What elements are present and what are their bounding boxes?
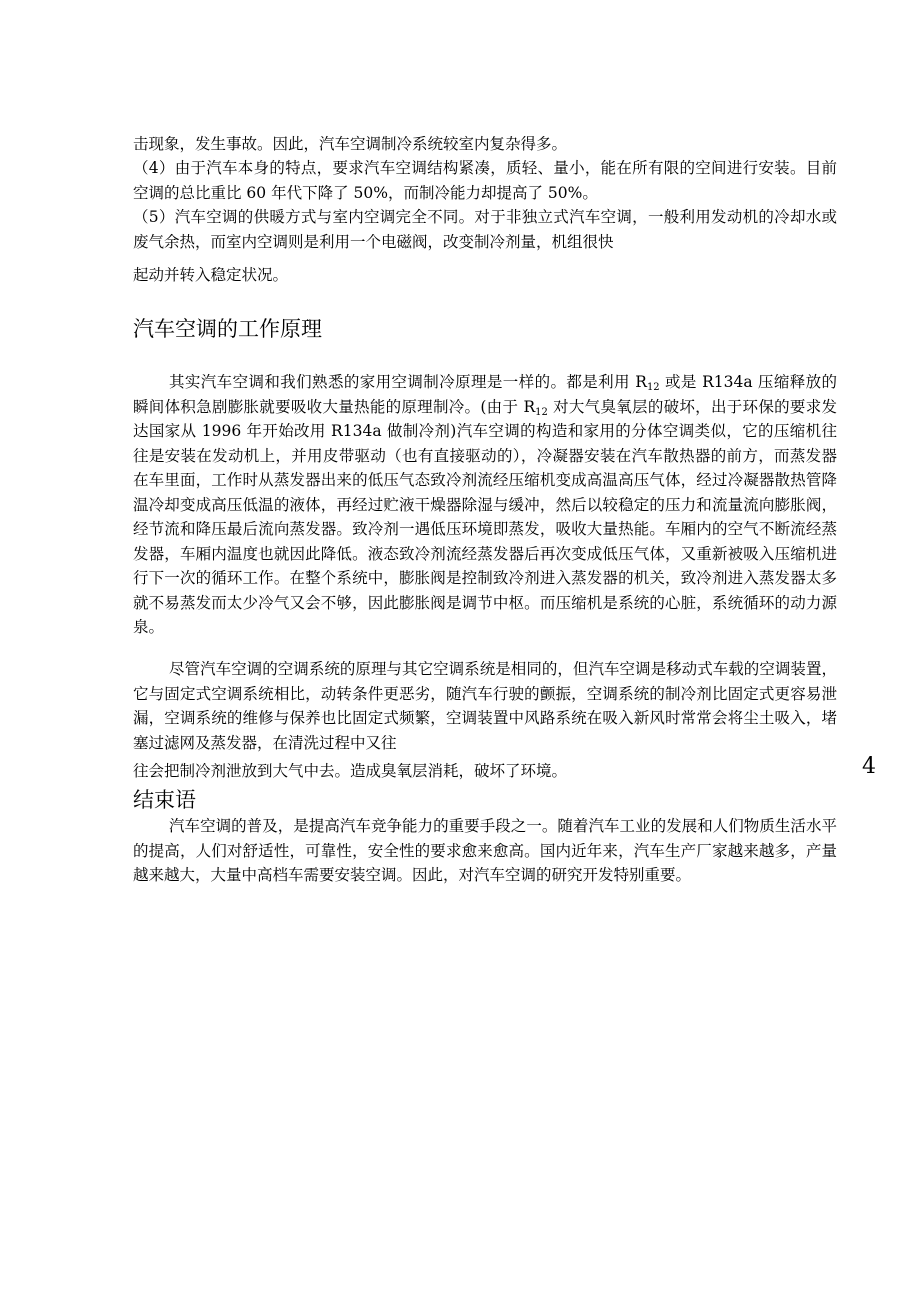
subscript: 12: [646, 382, 660, 393]
paragraph: 尽管汽车空调的空调系统的原理与其它空调系统是相同的，但汽车空调是移动式车载的空调装置，它与固定式空调系统相比，动转条件更恶劣，随汽车行驶的颤振，空调系统的制冷剂比固定式更容易泄漏，空调系统的维修与保养也比固定式频繁，空调装置中风路系统在吸入新风时常常会将尘土吸入，堵塞过滤网及蒸发器，在清洗过程中又往: [133, 660, 837, 752]
list-item-5: （5）汽车空调的供暖方式与室内空调完全不同。对于非独立式汽车空调，一般利用发动机的冷却水或废气余热，而室内空调则是利用一个电磁阀，改变制冷剂量，机组很快: [133, 208, 837, 251]
section-heading: 结束语: [133, 788, 196, 812]
text-line: 击现象，发生事故。因此，汽车空调制冷系统较室内复杂得多。: [133, 135, 568, 153]
list-item-4: （4）由于汽车本身的特点，要求汽车空调结构紧凑，质轻、量小，能在所有限的空间进行安装。目前空调的总比重比 60 年代下降了 50%，而制冷能力却提高了 50%。: [133, 159, 837, 202]
paragraph-text: 对大气臭氧层的破坏，出于环保的要求发达国家从 1996 年开始改用 R134a 做制冷剂)汽车空调的构造和家用的分体空调类似，它的压缩机往往是安装在发动机上，并用皮带驱动（也有直接驱动的），冷凝器安装在汽车散热器的前方，而蒸发器在车里面，工作时从蒸发器出来的低压气态致冷剂流经压缩机变成高温高压气体，经过冷凝器散热管降温冷却变成高压低温的液体，再经过贮液干燥器除湿与缓冲，然后以较稳定的压力和流量流向膨胀阀，经节流和降压最后流向蒸发器。致冷剂一遇低压环境即蒸发，吸收大量热能。车厢内的空气不断流经蒸发器，车厢内温度也就因此降低。液态致冷剂流经蒸发器后再次变成低压气体，又重新被吸入压缩机进行下一次的循环工作。在整个系统中，膨胀阀是控制致冷剂进入蒸发器的机关，致冷剂进入蒸发器太多就不易蒸发而太少冷气又会不够，因此膨胀阀是调节中枢。而压缩机是系统的心脏，系统循环的动力源泉。: [133, 397, 837, 636]
paragraph-text: 其实汽车空调和我们熟悉的家用空调制冷原理是一样的。都是利用 R: [169, 373, 647, 391]
subscript: 12: [535, 406, 548, 418]
paragraph: 汽车空调的普及，是提高汽车竞争能力的重要手段之一。随着汽车工业的发展和人们物质生活水平的提高，人们对舒适性，可靠性，安全性的要求愈来愈高。国内近年来，汽车生产厂家越来越多，产量越来越大，大量中高档车需要安装空调。因此，对汽车空调的研究开发特别重要。: [133, 817, 837, 884]
section-heading: 汽车空调的工作原理: [133, 317, 322, 341]
list-item-5-end: 起动并转入稳定状况。: [133, 266, 289, 284]
page-number: 4: [862, 754, 876, 779]
paragraph: [133, 370, 837, 640]
paragraph-end: 往会把制冷剂泄放到大气中去。造成臭氧层消耗，破坏了环境。: [133, 762, 568, 780]
paragraph-text: 或是 R134a 压缩释放的瞬间体积急剧膨胀就要吸收大量热能的原理制冷。(由于 R: [133, 373, 837, 416]
